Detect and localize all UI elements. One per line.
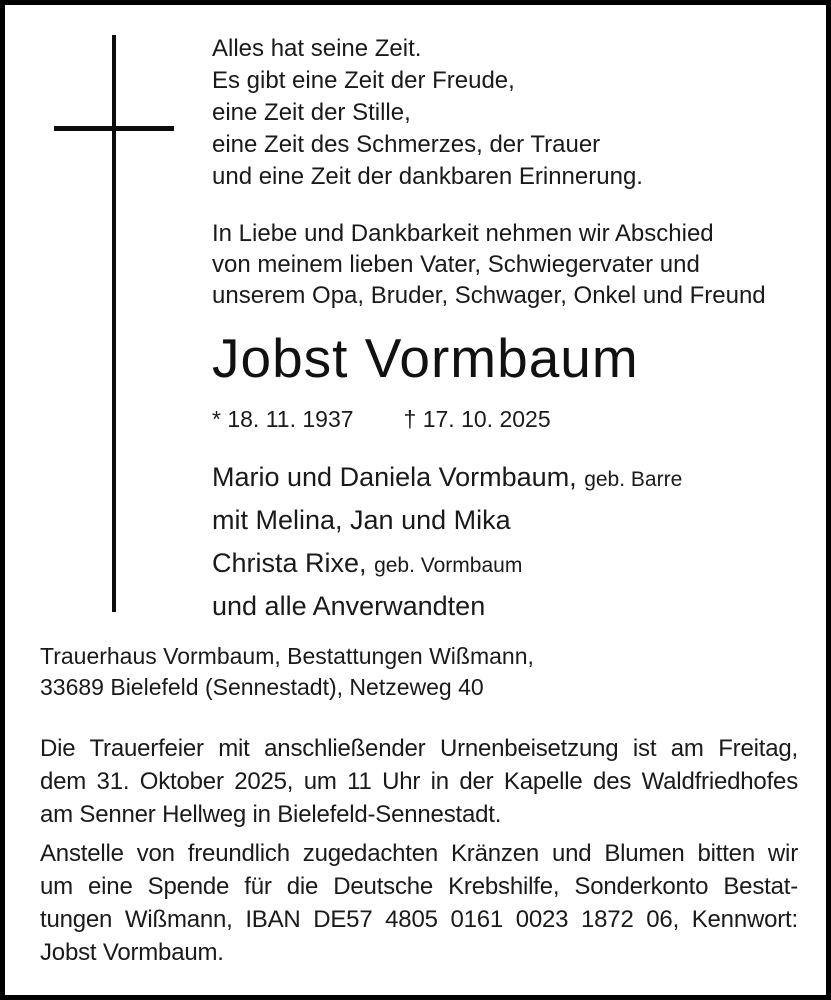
mourners-list [212, 457, 816, 629]
birth-date: * 18. 11. 1937 [212, 406, 354, 432]
death-date: † 17. 10. 2025 [403, 406, 551, 432]
service-details [40, 732, 798, 831]
donation-line: tungen Wißmann, IBAN DE57 4805 0161 0023 1872 06, Kennwort: [40, 906, 798, 933]
address-line: 33689 Bielefeld (Sennestadt), Netzeweg 40 [40, 674, 484, 700]
donation-line: Jobst Vormbaum. [40, 939, 224, 966]
deceased-name: Jobst Vormbaum [212, 327, 639, 389]
service-line: am Senner Hellweg in Bielefeld-Sennestadt. [40, 801, 502, 828]
donation-line: Anstelle von freundlich zugedachten Kränzen und Blumen bitten wir [40, 840, 798, 867]
mourner-line [212, 543, 816, 586]
poem-line: eine Zeit der Stille, [212, 99, 411, 126]
funeral-home-address [40, 641, 798, 703]
poem-line: und eine Zeit der dankbaren Erinnerung. [212, 163, 643, 190]
mourner-line [212, 457, 816, 500]
cross-vertical-bar [112, 35, 116, 612]
poem-line: Alles hat seine Zeit. [212, 35, 422, 62]
intro-line: In Liebe und Dankbarkeit nehmen wir Abschied [212, 220, 714, 247]
mourner-names: Mario und Daniela Vormbaum, [212, 462, 577, 492]
address-line: Trauerhaus Vormbaum, Bestattungen Wißmann, [40, 643, 534, 669]
maiden-name-note: geb. Vormbaum [374, 554, 523, 577]
mourner-names: und alle Anverwandten [212, 591, 486, 621]
farewell-intro [212, 218, 816, 311]
mourner-line [212, 500, 816, 543]
opening-poem [212, 33, 816, 193]
cross-horizontal-bar [54, 126, 174, 131]
maiden-name-note: geb. Barre [584, 468, 683, 491]
service-line: Die Trauerfeier mit anschließender Urnenbeisetzung ist am Freitag, [40, 735, 798, 762]
poem-line: eine Zeit des Schmerzes, der Trauer [212, 131, 601, 158]
mourner-line [212, 586, 816, 629]
mourner-names: mit Melina, Jan und Mika [212, 505, 511, 535]
deceased-name-block [212, 326, 816, 390]
donation-line: um eine Spende für die Deutsche Krebshilfe, Sonderkonto Bestat- [40, 873, 798, 900]
mourner-names: Christa Rixe, [212, 548, 367, 578]
service-line: dem 31. Oktober 2025, um 11 Uhr in der Kapelle des Waldfriedhofes [40, 768, 798, 795]
donation-request [40, 837, 798, 969]
life-dates [212, 404, 816, 434]
poem-line: Es gibt eine Zeit der Freude, [212, 67, 515, 94]
intro-line: von meinem lieben Vater, Schwiegervater und [212, 251, 700, 278]
intro-line: unserem Opa, Bruder, Schwager, Onkel und Freund [212, 282, 766, 309]
